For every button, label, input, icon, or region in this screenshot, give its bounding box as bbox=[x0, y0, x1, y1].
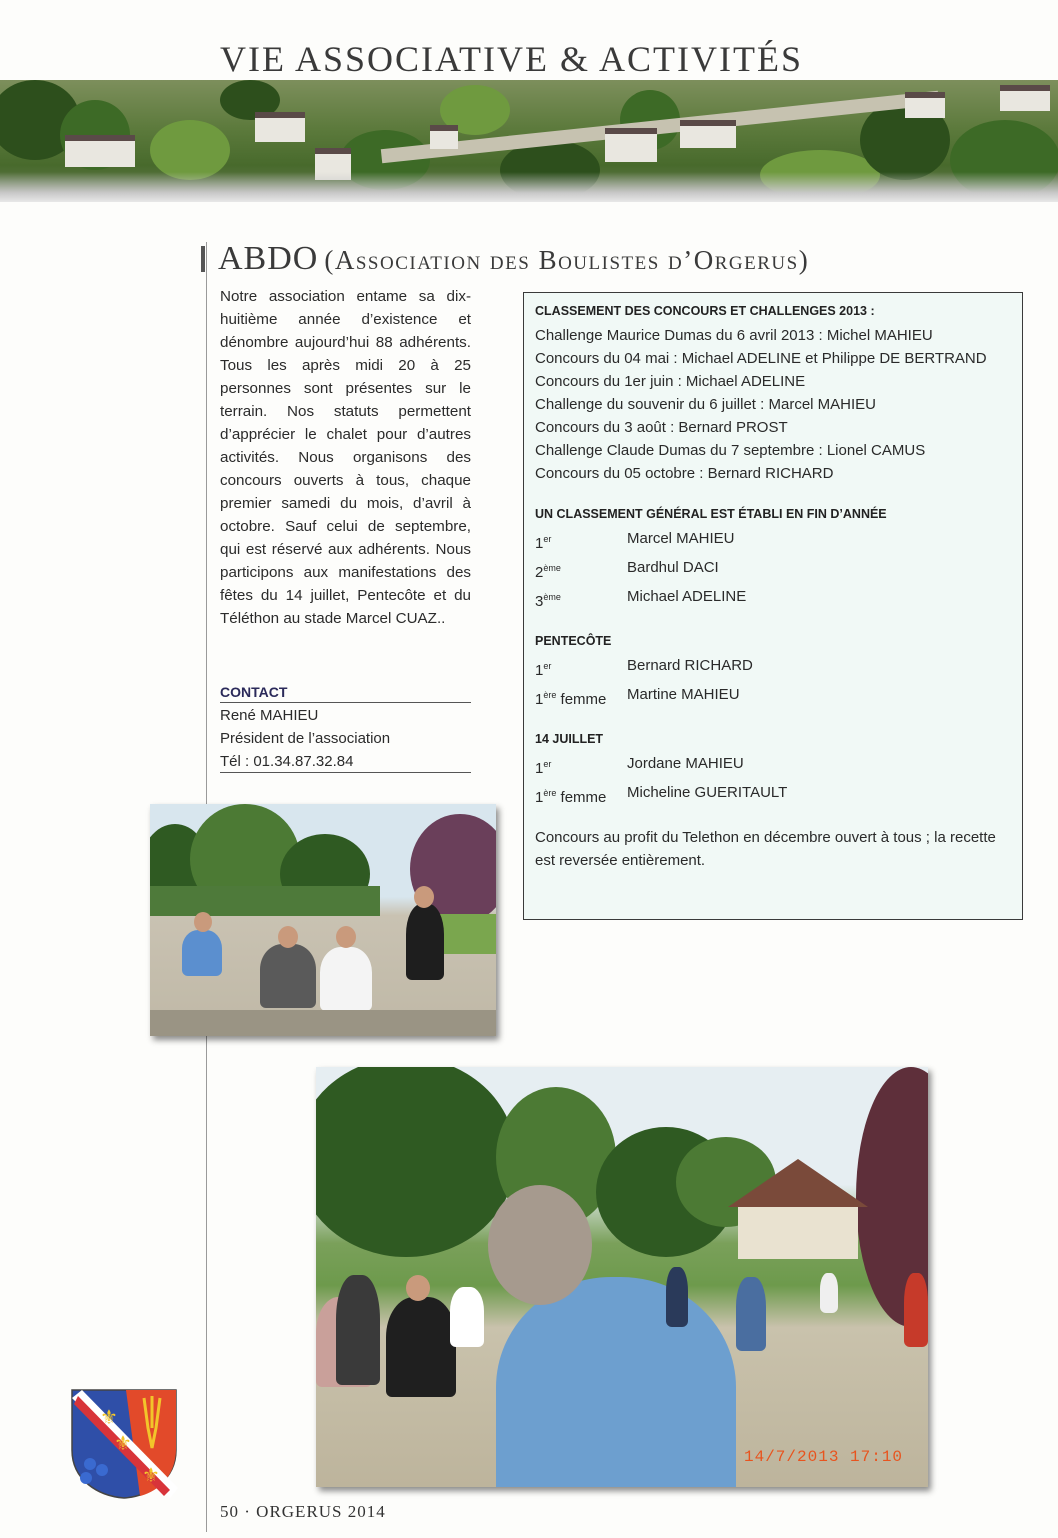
contact-heading: CONTACT bbox=[220, 684, 471, 703]
ranking-row bbox=[535, 585, 1022, 614]
orgerus-coat-of-arms bbox=[70, 1388, 178, 1500]
section-title: VIE ASSOCIATIVE & ACTIVITÉS bbox=[220, 39, 803, 79]
rank-name: Bernard RICHARD bbox=[627, 657, 753, 674]
juillet-ranking bbox=[535, 752, 1022, 810]
pentecote-ranking bbox=[535, 654, 1022, 712]
contest-result: Challenge Maurice Dumas du 6 avril 2013 : Michel MAHIEU bbox=[535, 327, 933, 344]
svg-text:⚜: ⚜ bbox=[142, 1463, 160, 1487]
ranking-row bbox=[535, 556, 1022, 585]
ranking-row bbox=[535, 752, 1022, 781]
svg-text:⚜: ⚜ bbox=[114, 1431, 132, 1455]
heading-marker bbox=[201, 246, 205, 272]
rank-position: 2ème bbox=[535, 563, 561, 581]
rank-position: 1er bbox=[535, 534, 552, 552]
rank-name: Michael ADELINE bbox=[627, 588, 747, 605]
ranking-row bbox=[535, 654, 1022, 683]
telethon-note: Concours au profit du Telethon en décembre ouvert à tous ; la recette est reversée entièrement. bbox=[535, 829, 996, 869]
contest-result: Concours du 3 août : Bernard PROST bbox=[535, 419, 788, 436]
page-footer: 50 · ORGERUS 2014 bbox=[220, 1502, 386, 1521]
petanque-photo-1 bbox=[150, 804, 496, 1036]
photo-timestamp: 14/7/2013 17:10 bbox=[744, 1448, 904, 1466]
rank-position: 3ème bbox=[535, 592, 561, 610]
pentecote-heading: PENTECÔTE bbox=[535, 634, 612, 648]
intro-text: Notre association entame sa dix-huitième année d’existence et dénombre aujourd’hui 88 adhérents. Tous les après midi 20 à 25 personnes sont présentes sur le terrain. Nos statuts permettent d’apprécier le chalet pour d’autres activités. Nous organisons des concours ouverts à tous, chaque premier samedi du mois, d’avril à octobre. Sauf celui de septembre, qui est réservé aux adhérents. Nous participons aux manifestations des fêtes du 14 juillet, Pentecôte et du Téléthon au stade Marcel CUAZ.. bbox=[220, 288, 471, 627]
results-heading: CLASSEMENT DES CONCOURS ET CHALLENGES 2013 : bbox=[535, 304, 875, 318]
results-box bbox=[523, 292, 1023, 920]
contact-phone: Tél : 01.34.87.32.84 bbox=[220, 753, 471, 773]
rank-position: 1er bbox=[535, 759, 552, 777]
article-heading bbox=[218, 240, 809, 278]
aerial-village-banner bbox=[0, 80, 1058, 202]
heading-abbr: ABDO bbox=[218, 240, 319, 277]
rank-name: Bardhul DACI bbox=[627, 559, 719, 576]
general-ranking bbox=[535, 527, 1022, 614]
rank-name: Jordane MAHIEU bbox=[627, 755, 744, 772]
contest-list bbox=[535, 324, 1022, 485]
contest-result: Challenge du souvenir du 6 juillet : Marcel MAHIEU bbox=[535, 396, 876, 413]
rank-position: 1ère femme bbox=[535, 788, 607, 806]
contest-result: Challenge Claude Dumas du 7 septembre : Lionel CAMUS bbox=[535, 442, 926, 459]
contest-result: Concours du 05 octobre : Bernard RICHARD bbox=[535, 465, 834, 482]
ranking-row bbox=[535, 781, 1022, 810]
petanque-photo-2 bbox=[316, 1067, 928, 1487]
ranking-row bbox=[535, 683, 1022, 712]
general-heading: UN CLASSEMENT GÉNÉRAL EST ÉTABLI EN FIN D’ANNÉE bbox=[535, 507, 887, 521]
rank-name: Micheline GUERITAULT bbox=[627, 784, 788, 801]
contact-role: Président de l’association bbox=[220, 730, 391, 747]
rank-position: 1er bbox=[535, 661, 552, 679]
contest-result: Concours du 1er juin : Michael ADELINE bbox=[535, 373, 806, 390]
ranking-row bbox=[535, 527, 1022, 556]
heading-full-name: (Association des Boulistes d’Orgerus) bbox=[324, 245, 810, 275]
rank-name: Martine MAHIEU bbox=[627, 686, 740, 703]
rank-name: Marcel MAHIEU bbox=[627, 530, 735, 547]
svg-text:⚜: ⚜ bbox=[100, 1405, 118, 1429]
contest-result: Concours du 04 mai : Michael ADELINE et Philippe DE BERTRAND bbox=[535, 350, 987, 367]
rank-position: 1ère femme bbox=[535, 690, 607, 708]
contact-name: René MAHIEU bbox=[220, 707, 319, 724]
juillet-heading: 14 JUILLET bbox=[535, 732, 604, 746]
